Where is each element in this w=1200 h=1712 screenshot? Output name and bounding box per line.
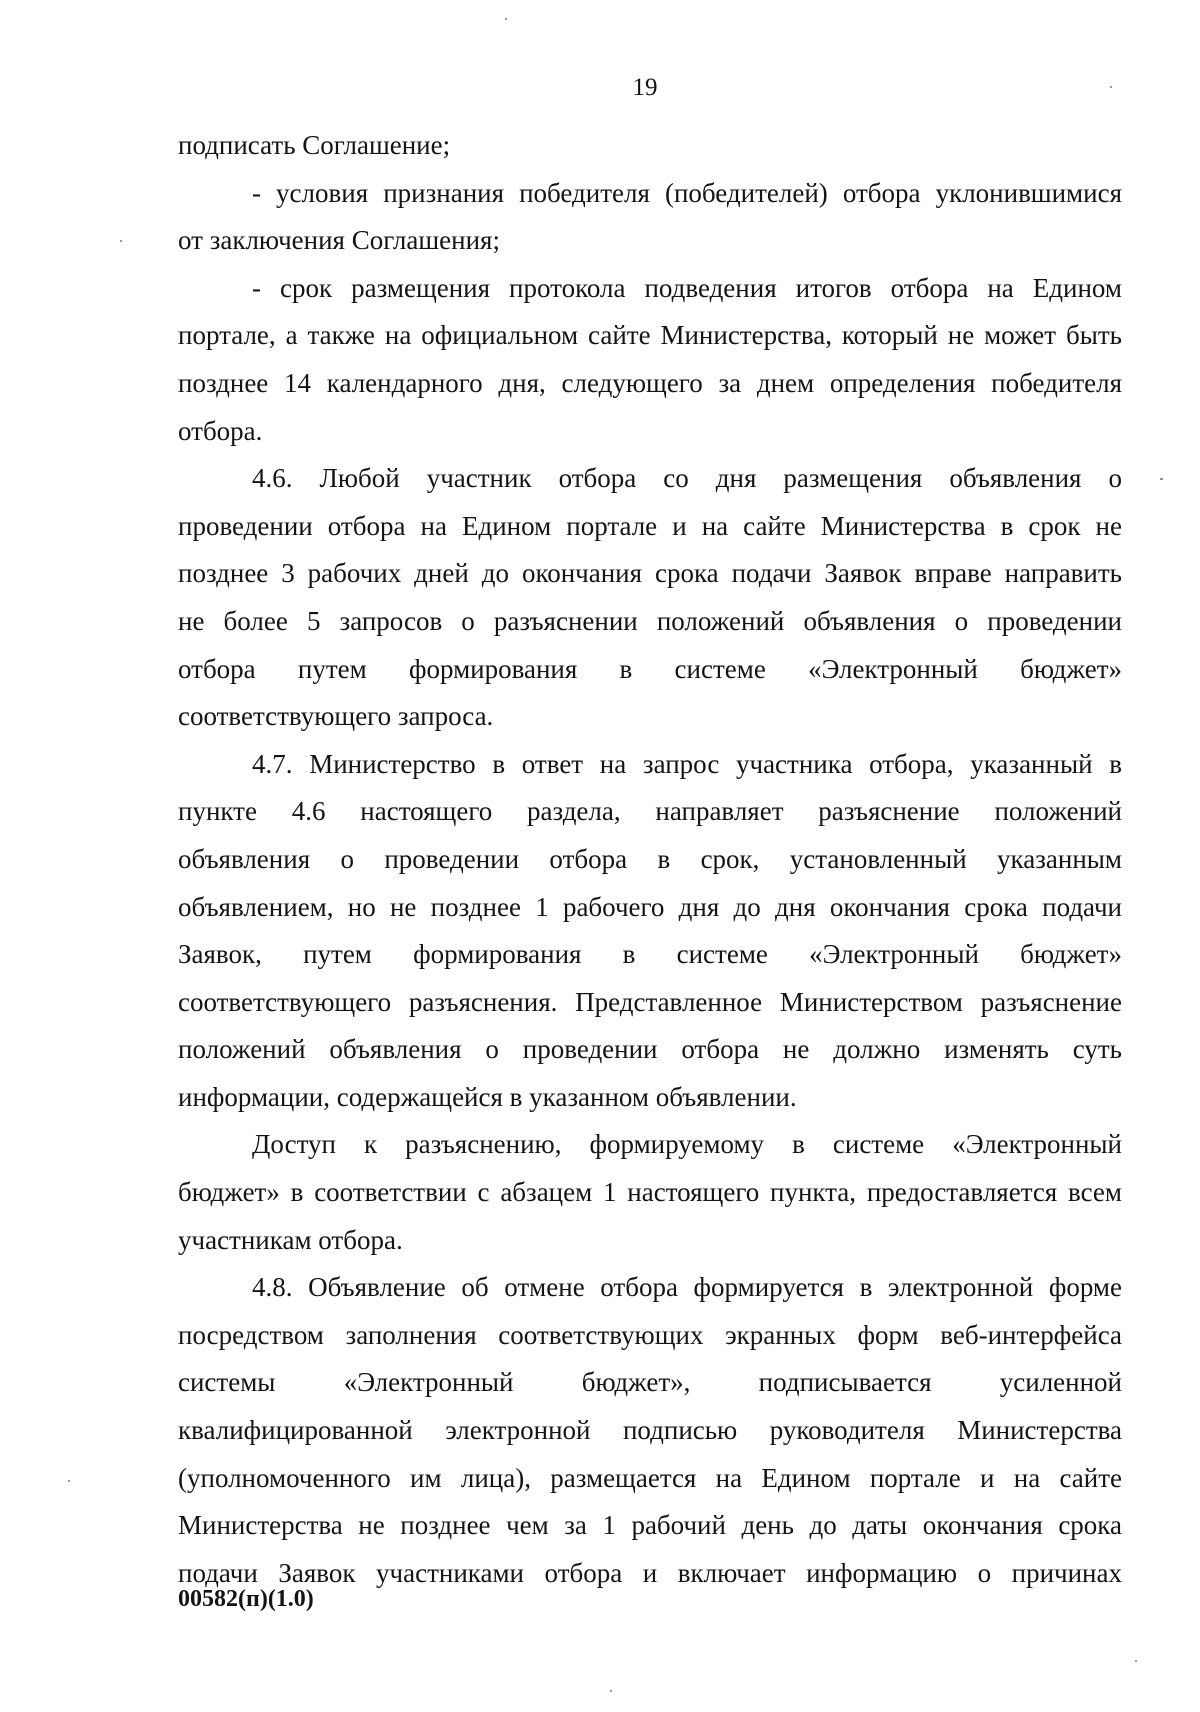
text-line: участникам отбора. [178, 1224, 403, 1255]
text-line: подписать Соглашение; [178, 130, 451, 160]
text-line: - условия признания победителя (победителей) отбора уклонившимися [252, 177, 1122, 208]
text-line: проведении отбора на Едином портале и на сайте Министерства в срок не [178, 510, 1122, 541]
text-line: подачи Заявок участниками отбора и включает информацию о причинах [178, 1557, 1122, 1588]
text-line: пункте 4.6 настоящего раздела, направляет разъяснение положений [178, 796, 1122, 827]
text-line: - срок размещения протокола подведения итогов отбора на Едином [252, 272, 1122, 303]
text-line: посредством заполнения соответствующих экранных форм веб-интерфейса [178, 1319, 1122, 1350]
text-line: положений объявления о проведении отбора не должно изменять суть [178, 1034, 1122, 1065]
text-line: позднее 14 календарного дня, следующего за днем определения победителя [178, 367, 1122, 398]
scan-speck [1110, 86, 1112, 88]
text-line: не более 5 запросов о разъяснении положений объявления о проведении [178, 605, 1122, 636]
scan-speck [120, 240, 122, 242]
text-line: 4.8. Объявление об отмене отбора формируется в электронной форме [252, 1272, 1122, 1303]
page-number: 19 [632, 74, 658, 101]
scan-speck [68, 1480, 70, 1482]
text-line: отбора путем формирования в системе «Электронный бюджет» [178, 653, 1122, 684]
text-line: бюджет» в соответствии с абзацем 1 настоящего пункта, предоставляется всем [178, 1177, 1122, 1208]
text-line: системы «Электронный бюджет», подписывается усиленной [178, 1367, 1122, 1398]
document-body [178, 122, 1122, 1597]
text-line: Доступ к разъяснению, формируемому в системе «Электронный [252, 1129, 1122, 1160]
text-line: портале, а также на официальном сайте Министерства, который не может быть [178, 320, 1122, 351]
document-code: 00582(п)(1.0) [178, 1586, 314, 1612]
scan-speck [1160, 478, 1163, 480]
scan-speck [1135, 1660, 1137, 1662]
text-line: позднее 3 рабочих дней до окончания срока подачи Заявок вправе направить [178, 558, 1122, 589]
text-line: объявления о проведении отбора в срок, установленный указанным [178, 843, 1122, 874]
text-line: соответствующего запроса. [178, 701, 494, 732]
scan-speck [505, 18, 507, 20]
text-line: объявлением, но не позднее 1 рабочего дня до дня окончания срока подачи [178, 891, 1122, 922]
text-line: соответствующего разъяснения. Представленное Министерством разъяснение [178, 986, 1122, 1017]
text-line: 4.6. Любой участник отбора со дня размещения объявления о [252, 463, 1122, 494]
text-line: (уполномоченного им лица), размещается на Едином портале и на сайте [178, 1462, 1122, 1493]
scan-speck [610, 1690, 612, 1692]
text-line: квалифицированной электронной подписью руководителя Министерства [178, 1415, 1122, 1446]
text-line: Министерства не позднее чем за 1 рабочий день до даты окончания срока [178, 1510, 1122, 1541]
text-line: отбора. [178, 415, 263, 446]
text-line: 4.7. Министерство в ответ на запрос участника отбора, указанный в [252, 748, 1122, 779]
text-line: от заключения Соглашения; [178, 225, 500, 256]
text-line: Заявок, путем формирования в системе «Электронный бюджет» [178, 939, 1122, 970]
text-line: информации, содержащейся в указанном объявлении. [178, 1081, 797, 1112]
